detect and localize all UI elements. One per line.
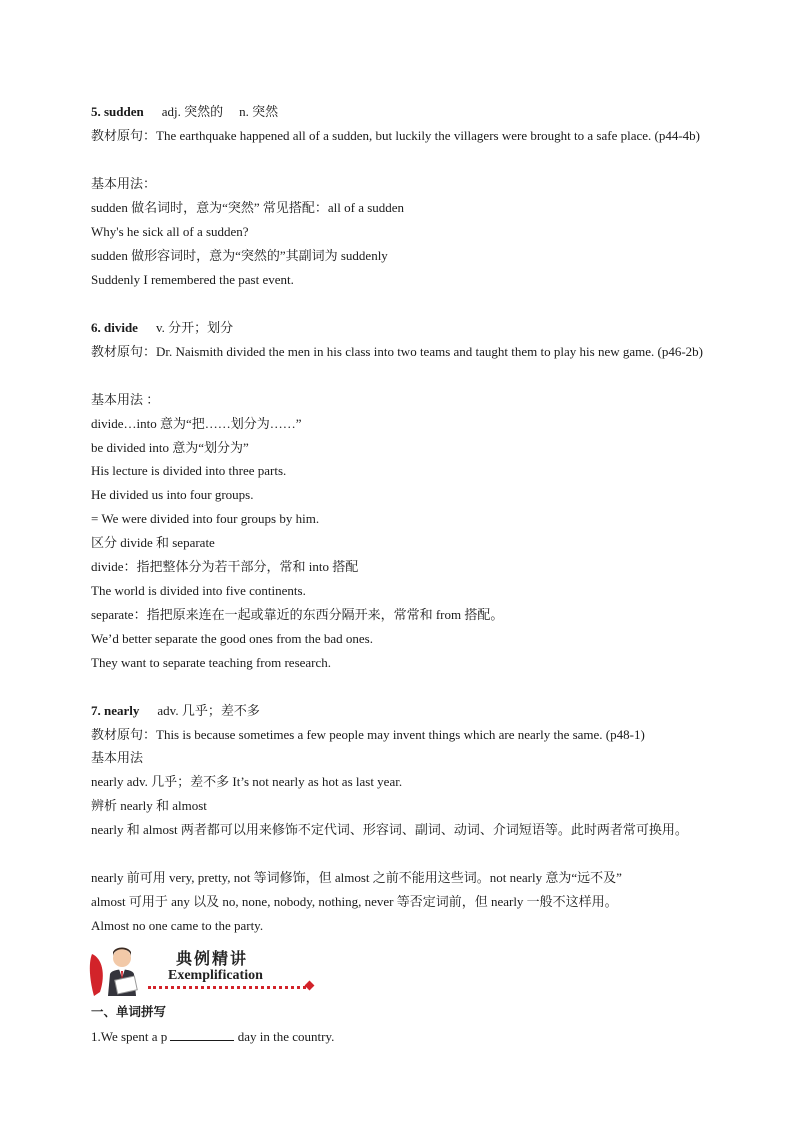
example-sentence: He divided us into four groups. xyxy=(91,487,254,502)
usage-line: nearly 前可用 very, pretty, not 等词修饰，但 almost 之前不能用这些词。not nearly 意为“远不及” xyxy=(91,870,622,885)
entry-heading-sudden xyxy=(91,104,278,120)
example-sentence: Suddenly I remembered the past event. xyxy=(91,272,294,287)
usage-line: nearly adv. 几乎；差不多 It’s not nearly as hot as last year. xyxy=(91,774,403,789)
answer-blank[interactable] xyxy=(170,1028,234,1041)
example-sentence: = We were divided into four groups by him. xyxy=(91,511,320,526)
usage-label: 基本用法： xyxy=(91,176,157,191)
usage-paragraph: nearly 和 almost 两者都可以用来修饰不定代词、形容词、副词、动词、介词短语等。此时两者常可换用。 xyxy=(91,822,688,837)
entry-pos: adj. 突然的 xyxy=(161,104,224,119)
dotted-divider xyxy=(148,986,306,989)
textbook-sentence: 教材原句：This is because sometimes a few people may invent things which are nearly the same. (p48-1) xyxy=(91,727,645,742)
usage-line: be divided into 意为“划分为” xyxy=(91,440,249,455)
entry-word: 7. nearly xyxy=(91,703,140,718)
usage-line: almost 可用于 any 以及 no, none, nobody, nothing, never 等否定词前，但 nearly 一般不这样用。 xyxy=(91,894,618,909)
entry-word: 6. divide xyxy=(91,320,138,335)
entry-heading-nearly xyxy=(91,703,260,719)
usage-line: separate：指把原来连在一起或靠近的东西分隔开来，常常和 from 搭配。 xyxy=(91,607,504,622)
exercise-section-title: 一、单词拼写 xyxy=(91,1004,167,1019)
usage-line: sudden 做形容词时，意为“突然的”其副词为 suddenly xyxy=(91,248,388,263)
exercise-question-1 xyxy=(91,1028,334,1045)
usage-line: sudden 做名词时，意为“突然” 常见搭配：all of a sudden xyxy=(91,200,405,215)
usage-line: divide：指把整体分为若干部分，常和 into 搭配 xyxy=(91,559,359,574)
banner-subtitle: Exemplification xyxy=(168,968,263,983)
example-sentence: We’d better separate the good ones from the bad ones. xyxy=(91,631,373,646)
banner-title: 典例精讲 xyxy=(176,949,249,968)
diamond-icon xyxy=(305,981,315,991)
entry-pos-noun: n. 突然 xyxy=(239,104,279,119)
entry-pos: adv. 几乎；差不多 xyxy=(157,703,260,718)
entry-heading-divide xyxy=(91,320,233,336)
comparison-label: 区分 divide 和 separate xyxy=(91,535,215,550)
comparison-label: 辨析 nearly 和 almost xyxy=(91,798,207,813)
example-sentence: They want to separate teaching from research. xyxy=(91,655,332,670)
exemplification-banner xyxy=(88,944,318,1000)
example-sentence: The world is divided into five continents. xyxy=(91,583,306,598)
textbook-sentence: 教材原句：The earthquake happened all of a sudden, but luckily the villagers were brought to a safe place. (p44-4b) xyxy=(91,128,700,143)
usage-label: 基本用法 xyxy=(91,750,144,765)
example-sentence: Almost no one came to the party. xyxy=(91,918,264,933)
question-text: day in the country. xyxy=(234,1029,335,1044)
usage-label: 基本用法 ： xyxy=(91,392,160,407)
entry-pos: v. 分开；划分 xyxy=(155,320,234,335)
usage-line: divide…into 意为“把……划分为……” xyxy=(91,416,302,431)
question-text: 1.We spent a p xyxy=(91,1029,171,1044)
textbook-sentence: 教材原句：Dr. Naismith divided the men in his class into two teams and taught them to play his new game. (p46-2b) xyxy=(91,344,703,359)
example-sentence: His lecture is divided into three parts. xyxy=(91,463,287,478)
teacher-illustration-icon xyxy=(88,944,168,1000)
entry-word: 5. sudden xyxy=(91,104,144,119)
example-sentence: Why's he sick all of a sudden? xyxy=(91,224,249,239)
